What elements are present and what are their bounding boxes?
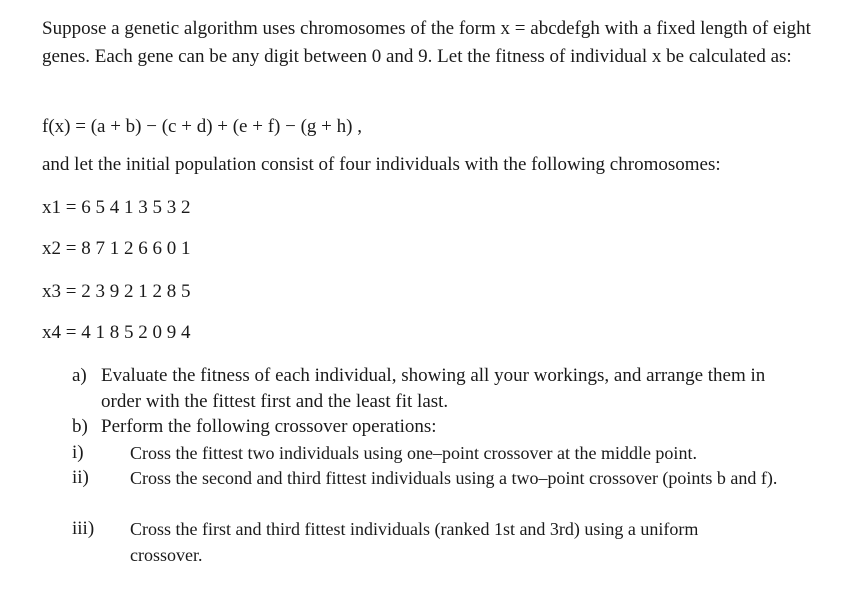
- intro-paragraph: Suppose a genetic algorithm uses chromosomes of the form x = abcdefgh with a fixed length of eight genes. Each gene can be any digit between 0 and 9. Let the fitness of individual x be calculated as:: [42, 18, 811, 67]
- sub-question-i-text: Cross the fittest two individuals using one–point crossover at the middle point.: [130, 443, 697, 463]
- fitness-formula: f(x) = (a + b) − (c + d) + (e + f) − (g + h) ,: [42, 116, 362, 137]
- chromosome-x1: x1 = 6 5 4 1 3 5 3 2: [42, 197, 191, 218]
- sub-question-i-label: i): [72, 442, 84, 463]
- population-intro: and let the initial population consist of four individuals with the following chromosomes:: [42, 154, 721, 175]
- chromosome-x4: x4 = 4 1 8 5 2 0 9 4: [42, 322, 191, 343]
- question-a-label: a): [72, 365, 87, 386]
- sub-question-iii-label: iii): [72, 518, 95, 539]
- question-a-text: Evaluate the fitness of each individual, showing all your workings, and arrange them in order with the fittest first and the least fit last.: [101, 365, 766, 412]
- chromosome-x2: x2 = 8 7 1 2 6 6 0 1: [42, 238, 191, 259]
- sub-question-iii-text: Cross the first and third fittest individuals (ranked 1st and 3rd) using a uniform crossover.: [130, 519, 699, 565]
- question-b-text: Perform the following crossover operations:: [101, 416, 437, 437]
- sub-question-ii-text: Cross the second and third fittest individuals using a two–point crossover (points b and f).: [130, 468, 778, 488]
- sub-question-ii-label: ii): [72, 467, 89, 488]
- question-b-label: b): [72, 416, 88, 437]
- chromosome-x3: x3 = 2 3 9 2 1 2 8 5: [42, 281, 191, 302]
